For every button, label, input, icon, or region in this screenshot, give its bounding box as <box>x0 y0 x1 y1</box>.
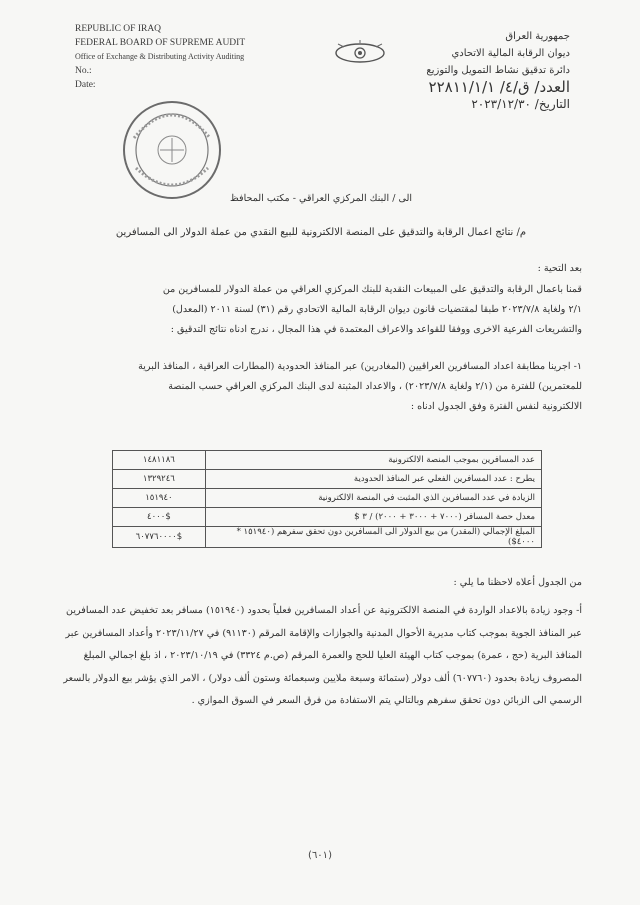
intro-line: والتشريعات الفرعية الاخرى ووفقا للقواعد والاعراف المعتمدة في هذا المجال ، ندرج ادناه نتائج التدقيق : <box>170 324 582 335</box>
letterhead-office: Office of Exchange & Distributing Activity Auditing <box>75 52 245 61</box>
intro-line: ٢/١ ولغاية ٢٠٢٣/٧/٨ طبقا لمقتضيات قانون ديوان الرقابة المالية الاتحادي رقم (٣١) لسنة ٢٠١١ (المعدل) <box>172 304 582 315</box>
row-description: عدد المسافرين بموجب المنصة الالكترونية <box>205 451 541 470</box>
table-row <box>113 451 542 470</box>
table-row <box>113 489 542 508</box>
travellers-table <box>112 450 542 548</box>
item-one-line: للمعتمرين) للفترة من (٢/١ ولغاية ٢٠٢٣/٧/٨) ، والاعداد المثبتة لدى البنك المركزي العراقي حسب المنصة <box>168 381 582 392</box>
item-one-line: الالكترونية لنفس الفترة وفق الجدول ادناه : <box>410 401 582 412</box>
row-description: المبلغ الإجمالي (المقدر) من بيع الدولار الى المسافرين دون تحقق سفرهم (١٥١٩٤٠ * ٤٠٠٠$) <box>205 527 541 548</box>
item-one-paragraph <box>60 360 582 420</box>
table-note: من الجدول أعلاه لاحظنا ما يلي : <box>453 577 582 588</box>
letterhead-no-label: No.: <box>75 66 92 76</box>
row-value: ١٣٢٩٢٤٦ <box>113 470 206 489</box>
reference-number: العدد/ ق/٤/ ٢٢٨١١/١/١ <box>428 78 570 96</box>
letterhead-date-label: Date: <box>75 80 96 90</box>
row-description: الزيادة في عدد المسافرين الذي المثبت في المنصة الالكترونية <box>205 489 541 508</box>
letterhead-country: REPUBLIC OF IRAQ <box>75 24 162 34</box>
row-description: معدل حصة المسافر (٧٠٠٠ + ٣٠٠٠ + ٢٠٠٠) / ٣ $ <box>205 508 541 527</box>
finding-paragraph: أ- وجود زيادة بالاعداد الواردة في المنصة الالكترونية عن أعداد المسافرين فعلياً بحدود (١٥١٩٤٠) مسافر بعد تخفيض عدد المسافرين عبر المنافذ الجوية بموجب كتاب مديرية الأحوال المدنية والجوازات والإقامة المرقم (٩١١٣٠) في ٢٠٢٣/١١/٢٧ وأعداد المسافرين عبر المنافذ البرية (حج ، عمرة) بموجب كتاب الهيئة العليا للحج والعمرة المرقم (ص.م ٣٣٢٤) في ٢٠٢٣/١٠/١٩ ، اذ بلغ اجمالي المبلغ المصروف زيادة بحدود (٦٠٧٧٦٠) ألف دولار (ستمائة وسبعة ملايين وسبعمائة وستون ألف دولار) ، الامر الذي يؤشر بيع الدولار بالسعر الرسمي الى الزبائن دون تحقق سفرهم وبالتالي يتم الاستفادة من فرق السعر في السوق الموازي . <box>63 605 582 706</box>
english-letterhead <box>75 22 325 92</box>
addressee: الى / البنك المركزي العراقي - مكتب المحافظ <box>229 193 413 204</box>
table-row <box>113 527 542 548</box>
item-one-line: ١- اجرينا مطابقة اعداد المسافرين العراقيين (المغادرين) عبر المنافذ الحدودية (المطارات العراقية ، المنافذ البرية <box>138 361 582 372</box>
row-value: ١٥١٩٤٠ <box>113 489 206 508</box>
row-value: ١٤٨١١٨٦ <box>113 451 206 470</box>
official-seal-icon <box>112 98 232 202</box>
intro-line: قمنا باعمال الرقابة والتدقيق على المبيعات النقدية للبنك المركزي العراقي من عملة الدولار للمسافرين من <box>162 284 582 295</box>
arabic-department: دائرة تدقيق نشاط التمويل والتوزيع <box>426 65 570 76</box>
page-number: (٦٠١) <box>308 850 332 861</box>
row-description: يطرح : عدد المسافرين الفعلي عبر المنافذ الحدودية <box>205 470 541 489</box>
table-row <box>113 470 542 489</box>
subject-line: م/ نتائج اعمال الرقابة والتدقيق على المنصة الالكترونية للبيع النقدي من عملة الدولار الى المسافرين <box>115 227 527 238</box>
row-value: $٤٠٠٠ <box>113 508 206 527</box>
greeting: بعد التحية : <box>537 263 582 274</box>
row-value: $٦٠٧٧٦٠٠٠٠ <box>113 527 206 548</box>
arabic-country: جمهورية العراق <box>505 31 570 42</box>
arabic-board: ديوان الرقابة المالية الاتحادي <box>451 48 570 59</box>
arabic-letterhead <box>360 28 570 113</box>
letter-date: التاريخ/ ٢٠٢٣/١٢/٣٠ <box>471 97 570 111</box>
letterhead-board: FEDERAL BOARD OF SUPREME AUDIT <box>75 38 246 48</box>
intro-paragraph <box>60 283 582 343</box>
table-row <box>113 508 542 527</box>
